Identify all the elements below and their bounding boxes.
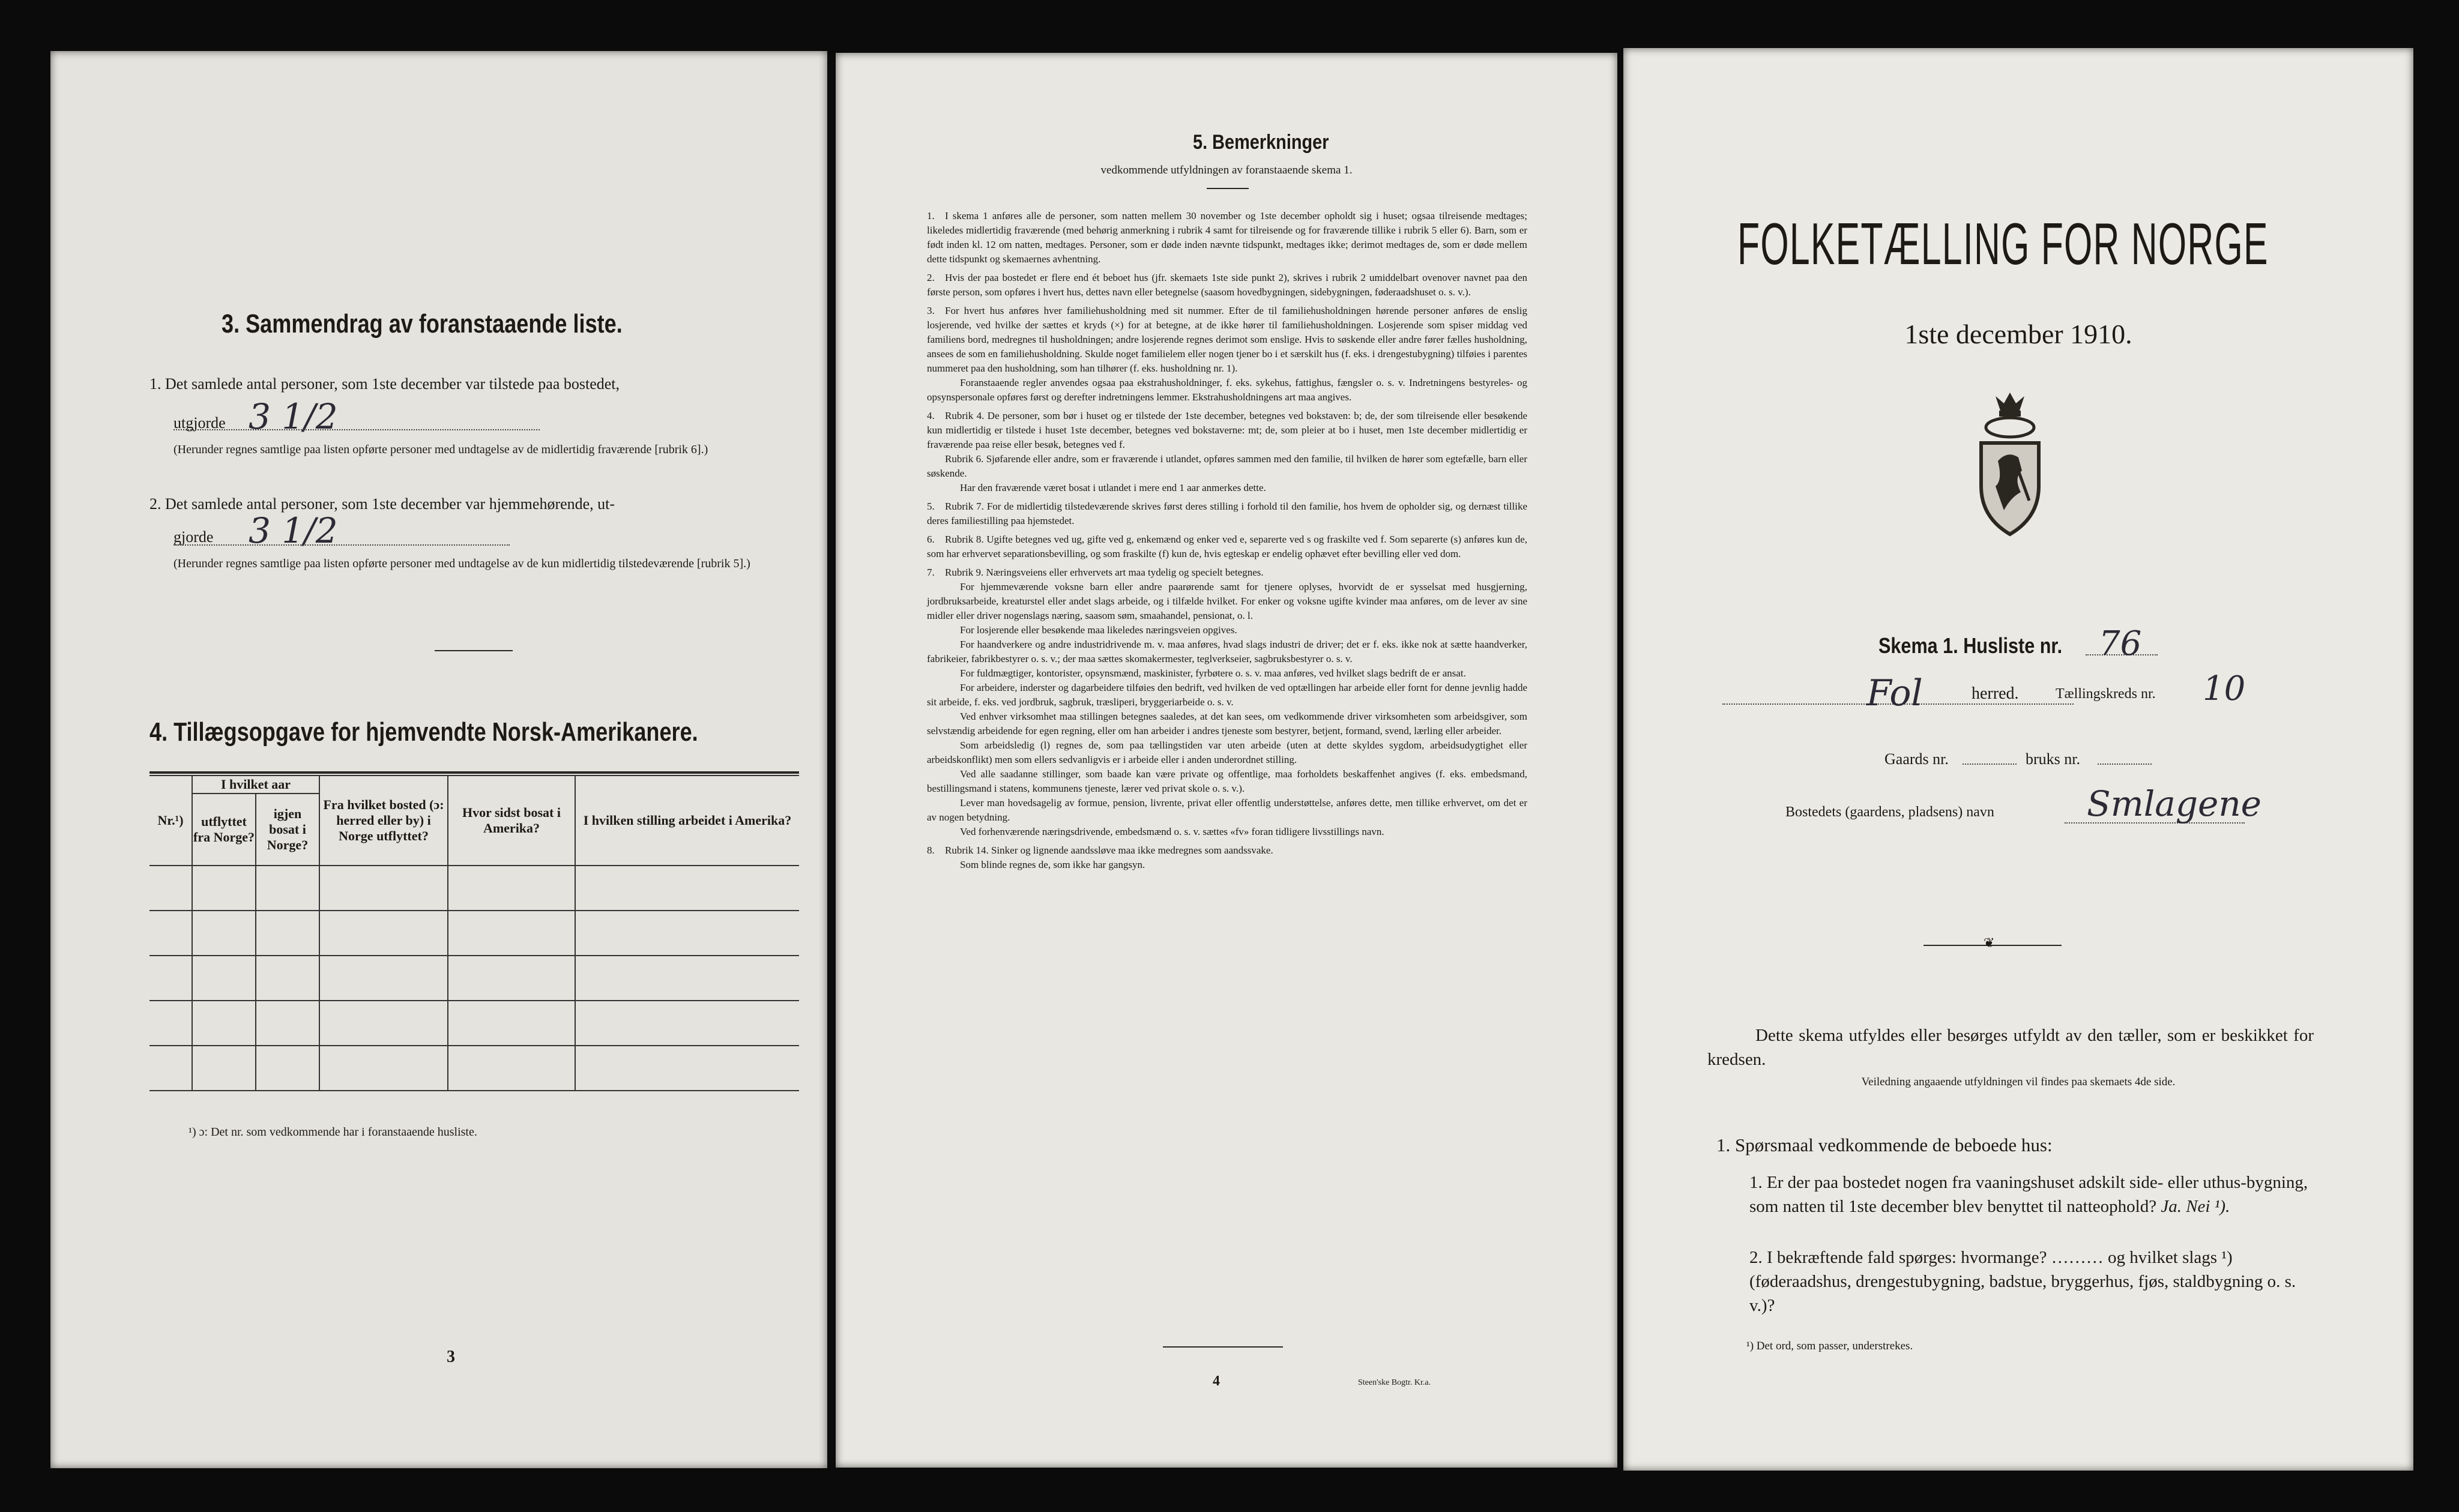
remark-7c-text: For losjerende eller besøkende maa likeledes næringsveien opgives. — [960, 624, 1237, 636]
husliste-value: 76 — [2099, 624, 2142, 663]
table-row — [149, 1046, 799, 1091]
coat-of-arms-icon — [1972, 390, 2048, 537]
remarks-title: 5. Bemerkninger — [1193, 131, 1329, 154]
th-from: Fra hvilket bosted (ɔ: herred eller by) i Norge utflyttet? — [319, 776, 448, 866]
remark-2: 2. Hvis der paa bostedet er flere end ét beboet hus (jfr. skemaets 1ste side punkt 2), skrives i rubrik 2 umiddelbart ovenover navnet paa den første person, som opføres i hvert hus, dettes navn eller betegnelse (saasom hovedbygningen, sidebygningen, føderaadshuset o. s. v.). — [927, 272, 1527, 298]
bottom-rule — [1163, 1346, 1283, 1348]
th-nr: Nr.¹) — [149, 776, 192, 866]
veiledning-text: Veiledning angaaende utfyldningen vil findes paa skemaets 4de side. — [1861, 1076, 2176, 1088]
remark-1-text: I skema 1 anføres alle de personer, som natten mellem 30 november og 1ste december opholdt sig i huset; ogsaa tilreisende medtages; likeledes midlertidig fraværende (med behørig anmerkning i rubrik 4 samt for tilreisende og for fraværende tillike i rubrik 5 eller 6). Barn, som er født inden kl. 12 om natten, medtages. Personer, som er døde inden nævnte tidspunkt, medtages ikke; derimot medtages de, som er døde mellem dette tidspunkt og skemaernes avhentning. — [927, 210, 1527, 265]
th-job: I hvilken stilling arbeidet i Amerika? — [575, 776, 799, 866]
table-row — [149, 956, 799, 1001]
bruks-line — [2098, 764, 2152, 765]
title-rule — [1207, 188, 1249, 189]
page-number-3: 3 — [447, 1348, 455, 1366]
remark-5-text: Rubrik 7. For de midlertidig tilstedeværende skrives først deres stilling i forhold til den familie, hos hvem de opholder sig, og dernæst tillike deres familiestilling paa hjemstedet. — [927, 501, 1527, 526]
remark-7h-text: Som arbeidsledig (l) regnes de, som paa tællingstiden var uten arbeide (uten at dette skyldes sygdom, arbeidsudygtighet eller arbeidskonflikt) men som ellers sedvanligvis er i arbeide eller i anden underordnet stilling. — [927, 739, 1527, 765]
remark-2-text: Hvis der paa bostedet er flere end ét beboet hus (jfr. skemaets 1ste side punkt 2), skrives i rubrik 2 umiddelbart ovenover navnet paa den første person, som opføres i hvert hus, dettes navn eller betegnelse (saasom hovedbygningen, sidebygningen, føderaadshuset o. s. v.). — [927, 272, 1527, 298]
remarks-body — [927, 209, 1527, 876]
question-2: 2. I bekræftende fald spørges: hvormange? ……… og hvilket slags ¹) (føderaadshus, drengestubygning, badstue, bryggerhus, fjøs, staldbygning o. s. v.)? — [1749, 1248, 2296, 1315]
th-group: I hvilket aar — [192, 776, 319, 794]
item-2-utgjorde: gjorde — [173, 528, 214, 546]
printer-mark: Steen'ske Bogtr. Kr.a. — [1358, 1378, 1431, 1387]
remark-7: 7. Rubrik 9. Næringsveiens eller erhvervets art maa tydelig og specielt betegnes. — [927, 567, 1264, 578]
left-footnote: ¹) ɔ: Det nr. som vedkommende har i foranstaaende husliste. — [189, 1125, 477, 1139]
tellingskreds-value: 10 — [2203, 669, 2246, 708]
question-1 — [1749, 1170, 2314, 1218]
remark-3-text: For hvert hus anføres hver familiehusholdning med sit nummer. Efter de til familiehusholdningen hørende personer anføres de enslig losjerende, ved hvilke der sættes et kryds (×) for at betegne, at de ikke hører til familiehusholdningen. Losjerende som spiser middag ved familiens bord, medregnes til husholdningen; andre losjerende regnes derimot som enslige. Hvis to søskende eller andre fører fælles husholdning, ansees de som en familiehusholdning. Skulde noget familielem eller nogen tjener bo i et særskilt hus (f. eks. i drengestubygning) tilføies i parentes nummeret paa den husholdning, som han tilhører (f. eks. husholdning nr. 1). — [927, 305, 1527, 374]
section-3-title: 3. Sammendrag av foranstaaende liste. — [222, 309, 623, 339]
remark-8: 8. Rubrik 14. Sinker og lignende aandssløve maa ikke medregnes som aandssvake. — [927, 845, 1273, 856]
page-number-4: 4 — [1213, 1373, 1220, 1389]
remark-4b-text: Rubrik 6. Sjøfarende eller andre, som er fraværende i utlandet, opføres sammen med den familie, til hvilken de hører som egtefælle, barn eller søskende. — [927, 453, 1527, 479]
remark-7f-text: For arbeidere, inderster og dagarbeidere tilføies den bedrift, ved hvilken de ved optællingen har arbeide eller fornt for denne jevnlig hadde sit arbeide, f. eks. ved jordbruk, sagbruk, træsliperi, bryggeriarbeide o. s. v. — [927, 682, 1527, 708]
remark-8b-text: Som blinde regnes de, som ikke har gangsyn. — [960, 859, 1145, 870]
remark-7b-text: For hjemmeværende voksne barn eller andre paarørende samt for tjenere oplyses, hvorvidt de er sysselsat med husgjerning, jordbruksarbeide, kreaturstel eller andet slags arbeide, og i tilfælde hvilket. For enker og voksne ugifte kvinder maa anføres, om de lever av sine midler eller driver nogenslags næring, saasom søm, smaahandel, pensionat, o. l. — [927, 581, 1527, 621]
remark-1: 1. I skema 1 anføres alle de personer, som natten mellem 30 november og 1ste december opholdt sig i huset; ogsaa tilreisende medtages; likeledes midlertidig fraværende (med behørig anmerkning i rubrik 4 samt for tilreisende og for fraværende tillike i rubrik 5 eller 6). Barn, som er født inden kl. 12 om natten, medtages. Personer, som er døde inden nævnte tidspunkt, medtages ikke; derimot medtages de, som er døde mellem dette tidspunkt og skemaernes avhentning. — [927, 210, 1527, 265]
gaards-label: Gaards nr. — [1884, 750, 1949, 768]
remark-7k-text: Ved forhenværende næringsdrivende, embedsmænd o. s. v. sættes «fv» foran tidligere livsstillings navn. — [960, 826, 1384, 837]
remark-7j-text: Lever man hovedsagelig av formue, pension, livrente, privat eller offentlig understøttelse, anføres dette, men tillike erhvervet, om det er av nogen betydning. — [927, 797, 1527, 823]
questions-title: 1. Spørsmaal vedkommende de beboede hus: — [1716, 1134, 2053, 1155]
gaards-line — [1963, 764, 2017, 765]
item-1-note: (Herunder regnes samtlige paa listen opførte personer med undtagelse av de midlertidig fraværende [rubrik 6].) — [173, 443, 708, 456]
question-1-text: 1. Er der paa bostedet nogen fra vaaningshuset adskilt side- eller uthus-bygning, som natten til 1ste december blev benyttet til natteophold? — [1749, 1173, 2308, 1216]
item-1-value: 3 1/2 — [249, 396, 338, 437]
herred-value: Fol — [1866, 672, 1923, 714]
remark-5: 5. Rubrik 7. For de midlertidig tilstedeværende skrives først deres stilling i forhold til den familie, hos hvem de opholder sig, og dernæst tillike deres familiestilling paa hjemstedet. — [927, 501, 1527, 526]
remark-4-text: Rubrik 4. De personer, som bør i huset og er tilstede der 1ste december, betegnes ved bokstaven: b; de, der som tilreisende eller besøkende kun midlertidig er tilstede i huset 1ste december, betegnes ved bokstaverne: mt; de, som pleier at bo i huset, men 1ste december midlertidig er fraværende paa reise eller besøk, betegnes ved f. — [927, 410, 1527, 450]
bruks-label: bruks nr. — [2026, 750, 2080, 768]
right-footnote: ¹) Det ord, som passer, understrekes. — [1746, 1340, 1913, 1352]
remark-7-text: Rubrik 9. Næringsveiens eller erhvervets art maa tydelig og specielt betegnes. — [945, 567, 1264, 578]
remark-8-text: Rubrik 14. Sinker og lignende aandssløve maa ikke medregnes som aandssvake. — [945, 845, 1273, 856]
remark-6: 6. Rubrik 8. Ugifte betegnes ved ug, gifte ved g, enkemænd og enker ved e, separerte ved s og fraskilte ved f. Som separerte (s) anføres kun de, som har erhvervet separationsbevilling, og som fraskilte (f) kun de, hvis egteskap er endelig ophævet efter bevilling eller ved dom. — [927, 534, 1527, 559]
remark-3b-text: Foranstaaende regler anvendes ogsaa paa ekstrahusholdninger, f. eks. sykehus, fattighus, fængsler o. s. v. Indretningens bestyreles- og opsynspersonale opføres først og derefter indretningens lemmer. Ekstrahusholdningens art maa angives. — [927, 377, 1527, 403]
remark-7d-text: For haandverkere og andre industridrivende m. v. maa anføres, hvad slags industri de driver; det er f. eks. ikke nok at sætte haandverker, fabrikeier, fabrikbestyrer o. s. v.; der maa sættes skomakermester, teglverkseier, sagbruksbestyrer o. s. v. — [927, 639, 1527, 664]
table-row — [149, 1001, 799, 1046]
item-2-line — [173, 544, 510, 546]
section-4-title: 4. Tillægsopgave for hjemvendte Norsk-Amerikanere. — [149, 717, 698, 747]
item-1-text: 1. Det samlede antal personer, som 1ste december var tilstede paa bostedet, — [149, 375, 620, 393]
middle-page — [836, 53, 1617, 1468]
left-page — [50, 51, 827, 1468]
tellingskreds-label: Tællingskreds nr. — [2056, 686, 2156, 702]
remark-6-text: Rubrik 8. Ugifte betegnes ved ug, gifte ved g, enkemænd og enker ved e, separerte ved s og fraskilte ved f. Som separerte (s) anføres kun de, som har erhvervet separationsbevilling, og som fraskilte (f) kun de, hvis egteskap er endelig ophævet efter bevilling eller ved dom. — [927, 534, 1527, 559]
bosted-value: Smlagene — [2087, 783, 2261, 824]
remark-3: 3. For hvert hus anføres hver familiehusholdning med sit nummer. Efter de til familiehusholdningen hørende personer anføres de enslig losjerende, ved hvilke der sættes et kryds (×) for at betegne, at de ikke hører til familiehusholdningen. Losjerende som spiser middag ved familiens bord, medregnes til husholdningen; andre losjerende regnes derimot som enslige. Hvis to søskende eller andre fører fælles husholdning, ansees de som en familiehusholdning. Skulde noget familielem eller nogen tjener bo i et særskilt hus (f. eks. i drengestubygning) tilføies i parentes nummeret paa den husholdning, som han tilhører (f. eks. husholdning nr. 1). — [927, 305, 1527, 374]
remarks-subtitle: vedkommende utfyldningen av foranstaaende skema 1. — [1100, 164, 1353, 176]
th-where: Hvor sidst bosat i Amerika? — [448, 776, 575, 866]
table-row — [149, 911, 799, 956]
ornament-icon: ❦ — [1984, 935, 1995, 950]
table-top-rule — [149, 771, 799, 774]
th-back: igjen bosat i Norge? — [256, 794, 319, 866]
th-out: utflyttet fra Norge? — [192, 794, 256, 866]
census-title: FOLKETÆLLING FOR NORGE — [1737, 211, 2269, 277]
remark-7e-text: For fuldmægtiger, kontorister, opsynsmænd, maskinister, fyrbøtere o. s. v. maa anføres, ved hvilket slags bedrift de er ansat. — [960, 667, 1466, 679]
divider — [435, 650, 513, 651]
item-2-value: 3 1/2 — [249, 510, 338, 551]
remark-7g-text: Ved enhver virksomhet maa stillingen betegnes saaledes, at det kan sees, om vedkommende driver virksomheten som arbeidsgiver, som selvstændig arbeidende for egen regning, eller om han arbeider i andres tjeneste som bestyrer, betjent, formand, svend, lærling eller arbeider. — [927, 711, 1527, 736]
remark-4: 4. Rubrik 4. De personer, som bør i huset og er tilstede der 1ste december, betegnes ved bokstaven: b; de, der som tilreisende eller besøkende kun midlertidig er tilstede i huset 1ste december, betegnes ved bokstaverne: mt; de, som pleier at bo i huset, men 1ste december midlertidig er fraværende paa reise eller besøk, betegnes ved f. — [927, 410, 1527, 450]
bosted-label: Bostedets (gaardens, pladsens) navn — [1785, 804, 1994, 820]
census-date: 1ste december 1910. — [1904, 319, 2132, 349]
item-1-utgjorde: utgjorde — [173, 414, 226, 432]
item-2-note: (Herunder regnes samtlige paa listen opførte personer med undtagelse av de kun midlertidig tilstedeværende [rubrik 5].) — [173, 557, 750, 570]
herred-label: herred. — [1972, 684, 2019, 703]
remark-4c-text: Har den fraværende været bosat i utlandet i mere end 1 aar anmerkes dette. — [960, 482, 1266, 493]
norsk-amerikanere-table — [149, 775, 799, 1091]
table-row — [149, 866, 799, 911]
remark-7i-text: Ved alle saadanne stillinger, som baade kan være private og offentlige, maa forholdets beskaffenhet angives (f. eks. embedsmand, bestillingsmand i statens, kommunens tjeneste, lærer ved privat skole o. s. v.). — [927, 768, 1527, 794]
question-1-answer: Ja. Nei ¹). — [2161, 1197, 2230, 1216]
item-2-text: 2. Det samlede antal personer, som 1ste december var hjemmehørende, ut- — [149, 495, 615, 513]
right-page — [1623, 48, 2413, 1471]
skema-label: Skema 1. Husliste nr. — [1878, 633, 2063, 658]
item-1-line — [173, 429, 540, 430]
intro-text: Dette skema utfyldes eller besørges utfyldt av den tæller, som er beskikket for kredsen. — [1707, 1026, 2314, 1069]
